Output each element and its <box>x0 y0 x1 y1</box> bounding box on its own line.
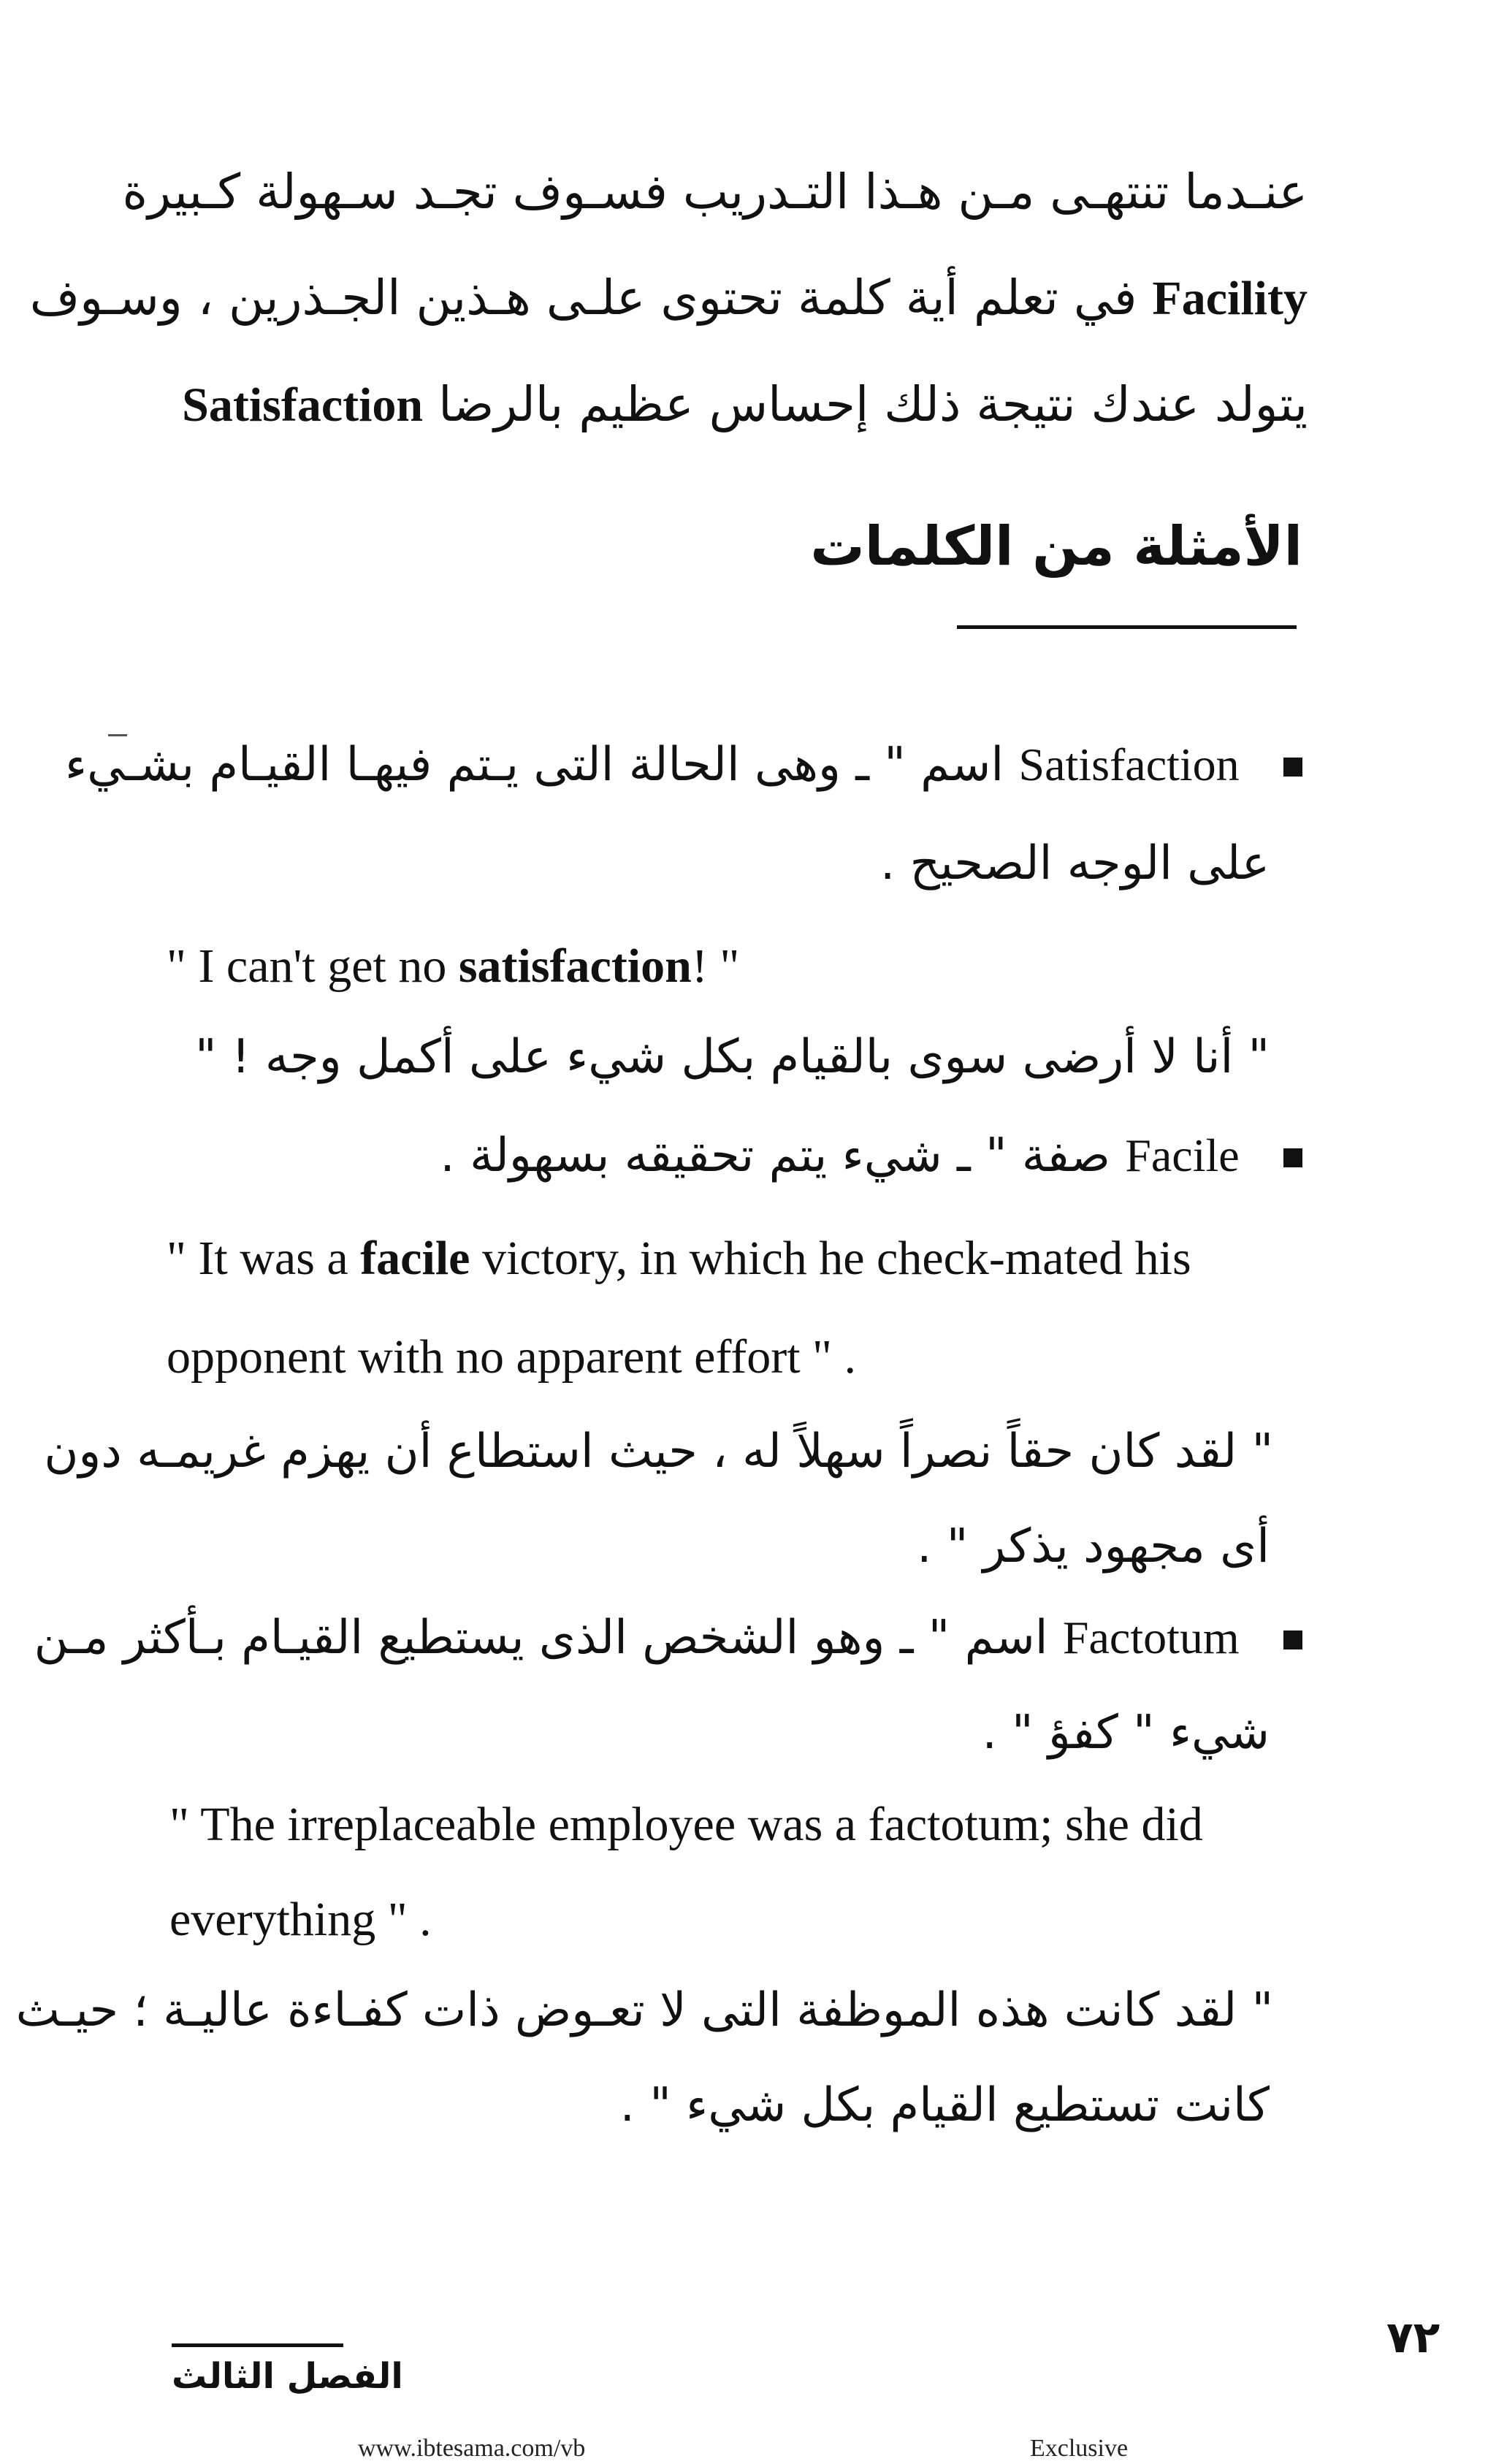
entry-factotum-translation-line2: كانت تستطيع القيام بكل شيء " . <box>619 2078 1270 2132</box>
intro-term-facility: Facility <box>1152 272 1308 325</box>
entry-factotum-example-line1: " The irreplaceable employee was a factotum; she did <box>169 1798 1203 1851</box>
entry-satisfaction-example <box>167 939 739 994</box>
page-number: ٧٢ <box>1386 2312 1440 2363</box>
entry-factotum-term: Factotum <box>1062 1611 1240 1663</box>
margin-mark <box>108 734 127 736</box>
intro-paragraph <box>29 139 1308 458</box>
entry-factotum-example-line2: everything " . <box>169 1893 432 1946</box>
exclusive-tag: Exclusive <box>1030 2435 1129 2462</box>
bullet-square-icon <box>1283 758 1302 777</box>
entry-satisfaction-def-line2: على الوجه الصحيح . <box>879 836 1270 890</box>
entry-facile-translation-line1: " لقد كان حقاً نصراً سهلاً له ، حيث استطاع أن يهزم غريمـه دون <box>44 1424 1273 1479</box>
chapter-label: الفصل الثالث <box>172 2356 403 2397</box>
entry-factotum-def-line1: اسم " ـ وهو الشخص الذى يستطيع القيـام بـأكثر مـن <box>34 1611 1048 1665</box>
intro-line-2-text: في تعلم أية كلمة تحتوى علـى هـذين الجـذرين ، وسـوف <box>29 270 1137 326</box>
entry-satisfaction-definition <box>65 738 1302 792</box>
entry-facile-term: Facile <box>1125 1129 1240 1181</box>
example-text: " It was a <box>167 1232 361 1285</box>
heading-underline <box>957 625 1297 629</box>
chapter-rule <box>172 2343 343 2347</box>
example-text-end: ! " <box>691 939 740 993</box>
bullet-square-icon <box>1283 1148 1302 1167</box>
intro-line-1: عنـدما تنتهـى مـن هـذا التـدريب فسـوف تجـد سـهولة كـبيرة <box>122 164 1308 220</box>
entry-facile-example-line1 <box>167 1231 1191 1286</box>
example-text: " I can't get no <box>167 939 459 993</box>
entry-factotum-definition <box>34 1611 1302 1665</box>
site-url: www.ibtesama.com/vb <box>358 2435 586 2462</box>
entry-facile-def-line1: صفة " ـ شيء يتم تحقيقه بسهولة . <box>440 1129 1110 1183</box>
entry-factotum-translation-line1: " لقد كانت هذه الموظفة التى لا تعـوض ذات كفـاءة عاليـة ؛ حيـث <box>15 1983 1273 2037</box>
entry-satisfaction-def-line1: اسم " ـ وهى الحالة التى يـتم فيهـا القيـام بشـيء <box>64 738 1004 792</box>
example-bold-term: satisfaction <box>458 939 692 993</box>
example-text-rest: victory, in which he check-mated his <box>470 1232 1191 1285</box>
section-heading: الأمثلة من الكلمات <box>810 515 1302 578</box>
intro-line-3-text: يتولد عندك نتيجة ذلك إحساس عظيم بالرضا <box>438 376 1308 432</box>
intro-line-2 <box>29 245 1308 351</box>
entry-facile-example-line2: opponent with no apparent effort " . <box>167 1330 856 1384</box>
bullet-square-icon <box>1283 1630 1302 1649</box>
intro-term-satisfaction: Satisfaction <box>182 378 424 432</box>
entry-facile-translation-line2: أى مجهود يذكر " . <box>917 1519 1270 1574</box>
entry-satisfaction-term: Satisfaction <box>1018 739 1240 790</box>
intro-line-3 <box>157 351 1308 458</box>
entry-satisfaction-translation: " أنا لا أرضى سوى بالقيام بكل شيء على أكمل وجه ! " <box>195 1030 1270 1084</box>
entry-factotum-def-line2: شيء " كفؤ " . <box>982 1706 1270 1760</box>
example-bold-term: facile <box>360 1232 470 1285</box>
entry-facile-definition <box>440 1129 1302 1183</box>
